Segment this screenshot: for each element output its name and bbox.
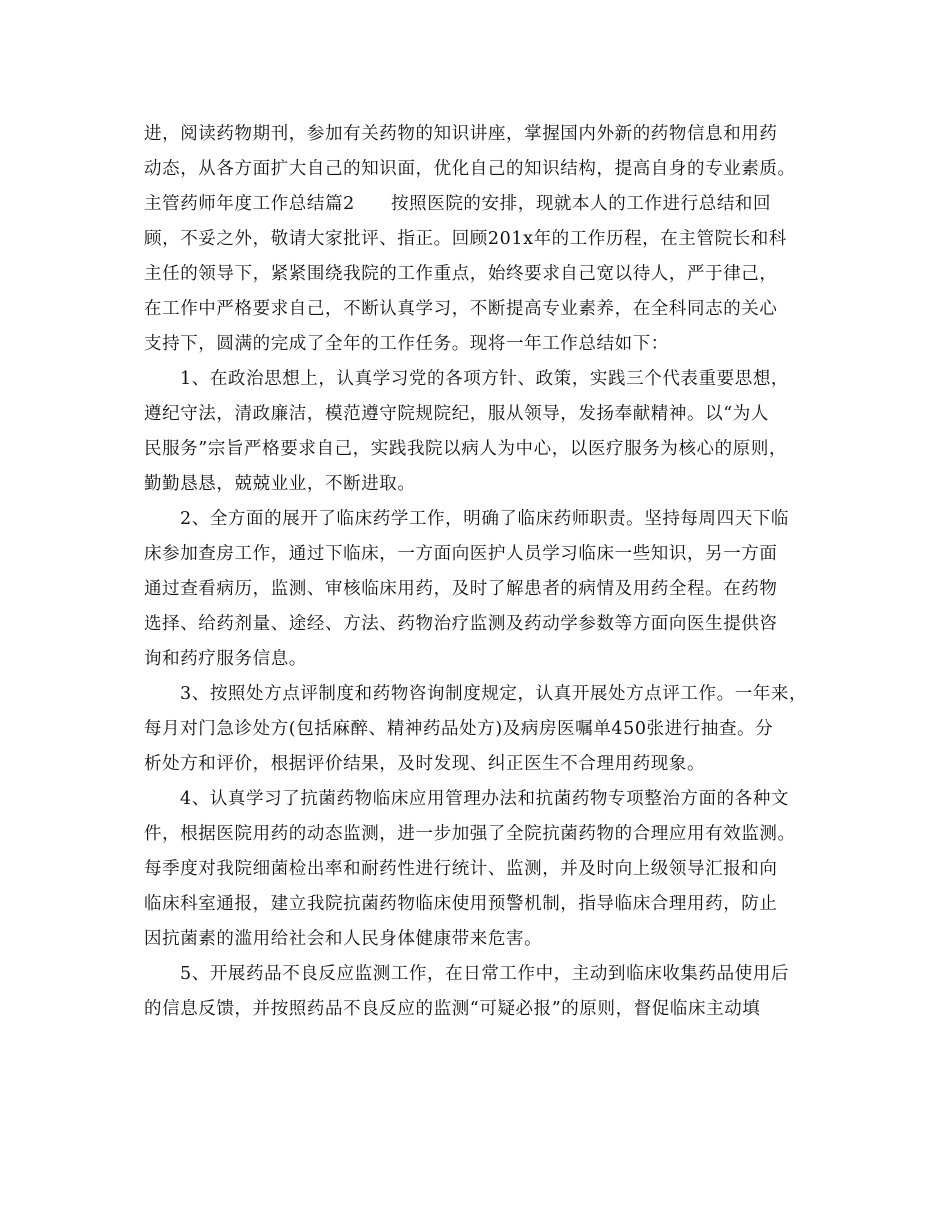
text-line: 件，根据医院用药的动态监测，进一步加强了全院抗菌药物的合理应用有效监测。 bbox=[144, 824, 796, 844]
text-line: 询和药疗服务信息。 bbox=[144, 649, 307, 669]
paragraph-3-start: 3、按照处方点评制度和药物咨询制度规定，认真开展处方点评工作。一年来， bbox=[180, 684, 808, 704]
text-line: 支持下，圆满的完成了全年的工作任务。现将一年工作总结如下： bbox=[144, 334, 669, 354]
text-line: 在工作中严格要求自己，不断认真学习，不断提高专业素养，在全科同志的关心 bbox=[144, 299, 778, 319]
text-line: 勤勤恳恳，兢兢业业，不断进取。 bbox=[144, 474, 416, 494]
text-line: 每月对门急诊处方(包括麻醉、精神药品处方)及病房医嘱单450张进行抽查。分 bbox=[144, 719, 774, 739]
text-line: 每季度对我院细菌检出率和耐药性进行统计、监测，并及时向上级领导汇报和向 bbox=[144, 859, 778, 879]
text-line: 遵纪守法，清政廉洁，模范遵守院规院纪，服从领导，发扬奉献精神。以“为人 bbox=[144, 404, 769, 424]
text-line: 主管药师年度工作总结篇2 按照医院的安排，现就本人的工作进行总结和回 bbox=[144, 194, 772, 214]
paragraph-4-start: 4、认真学习了抗菌药物临床应用管理办法和抗菌药物专项整治方面的各种文 bbox=[180, 789, 790, 809]
text-line: 选择、给药剂量、途经、方法、药物治疗监测及药动学参数等方面向医生提供咨 bbox=[144, 614, 778, 634]
paragraph-5-start: 5、开展药品不良反应监测工作，在日常工作中，主动到临床收集药品使用后 bbox=[180, 964, 790, 984]
text-line: 析处方和评价，根据评价结果，及时发现、纠正医生不合理用药现象。 bbox=[144, 754, 706, 774]
text-line: 主任的领导下，紧紧围绕我院的工作重点，始终要求自己宽以待人，严于律己， bbox=[144, 264, 778, 284]
text-line: 进，阅读药物期刊，参加有关药物的知识讲座，掌握国内外新的药物信息和用药 bbox=[144, 124, 778, 144]
paragraph-1-start: 1、在政治思想上，认真学习党的各项方针、政策，实践三个代表重要思想， bbox=[180, 369, 790, 389]
text-line: 的信息反馈，并按照药品不良反应的监测“可疑必报”的原则，督促临床主动填 bbox=[144, 999, 761, 1019]
paragraph-2-start: 2、全方面的展开了临床药学工作，明确了临床药师职责。坚持每周四天下临 bbox=[180, 509, 790, 529]
text-line: 民服务”宗旨严格要求自己，实践我院以病人为中心，以医疗服务为核心的原则， bbox=[144, 439, 788, 459]
text-line: 临床科室通报，建立我院抗菌药物临床使用预警机制，指导临床合理用药，防止 bbox=[144, 894, 778, 914]
text-line: 动态，从各方面扩大自己的知识面，优化自己的知识结构，提高自身的专业素质。 bbox=[144, 159, 796, 179]
text-line: 因抗菌素的滥用给社会和人民身体健康带来危害。 bbox=[144, 929, 543, 949]
text-line: 通过查看病历，监测、审核临床用药，及时了解患者的病情及用药全程。在药物 bbox=[144, 579, 778, 599]
text-line: 顾，不妥之外，敬请大家批评、指正。回顾201x年的工作历程，在主管院长和科 bbox=[144, 229, 787, 249]
text-line: 床参加查房工作，通过下临床，一方面向医护人员学习临床一些知识，另一方面 bbox=[144, 544, 778, 564]
